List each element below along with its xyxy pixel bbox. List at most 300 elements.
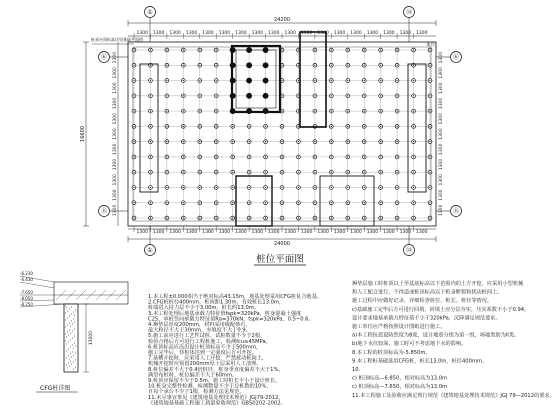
pile-center [429,156,430,157]
pile-center [133,49,134,50]
bay-dim-left: 1300 [113,67,118,79]
pile-center [314,49,315,50]
bay-dim-left: 1300 [113,158,118,171]
notes-left-line: 3.本工程处理后地基承载力特征值fspk=320kPa，桩身混凝土强度 [148,310,302,317]
pile-center [133,172,134,173]
concrete-dot [73,369,74,370]
pile-center [429,141,430,142]
pile-center [331,110,332,111]
bay-dim-top: 1300 [235,31,247,36]
pile-center [199,187,200,188]
concrete-dot [68,342,69,343]
pile-center [216,187,217,188]
axis-label-bottom-left: ① [147,247,153,254]
notes-right-line: 和人工配合进行，不得造成桩顶标高以下桩身断裂和扰动桩间土。 [352,289,503,296]
pile-center [397,141,398,142]
pile-marker [263,63,268,68]
pile-center [429,202,430,203]
concrete-dot [72,324,73,325]
bay-dim-top: 1300 [399,31,412,36]
pile-center [166,172,167,173]
pile-center [199,202,200,203]
pile-center [281,80,282,81]
pile-center [216,126,217,127]
pile-marker [263,93,268,98]
pile-center [314,187,315,188]
concrete-dot [75,353,76,354]
bay-dim-left: 1300 [113,113,118,125]
pile-center [232,141,233,142]
notes-right-line: c)基础施工完毕后方可进行回填，回填土应分层夯实，压实系数不小于0.94， [352,306,530,313]
pile-center [397,95,398,96]
bay-dim-right: 1300 [439,67,444,79]
pile-marker [247,78,252,83]
pile-center [133,156,134,157]
notes-left-line: 7.基槽开挖时，应采用人工开挖，严禁扰动桩间土， [148,355,268,362]
bay-dim-bottom: 1300 [300,230,313,235]
pile-center [347,156,348,157]
pile-center [216,95,217,96]
pile-center [413,65,414,66]
pile-center [133,126,134,127]
pile-center [150,80,151,81]
bay-dim-left: 1300 [113,97,118,110]
pile-center [183,141,184,142]
pile-center [150,126,151,127]
notes-right-line: a)本工程抗震设防烈度为8度，设计地震分组为第一组，场地类别为II类。 [352,332,520,339]
pile-center [232,126,233,127]
concrete-dot [74,343,75,344]
pile-center [166,80,167,81]
pile-center [413,126,414,127]
pile-center [380,156,381,157]
bay-dim-bottom: 1300 [383,230,395,235]
pile-center [199,141,200,142]
concrete-dot [75,310,76,311]
pile-marker [263,78,268,83]
bay-dim-bottom: 1300 [284,230,296,235]
pile-center [166,141,167,142]
elevation-3: -7.650 [20,290,33,295]
notes-left-line: 4.褥垫层厚度200mm，材料采用级配砂石， [148,322,251,328]
pile-center [380,95,381,96]
pile-center [216,80,217,81]
pile-center [298,172,299,173]
pile-center [314,217,315,218]
notes-left-line: 9.桩顶应保留不少于0.5m，施工时桩长不小于设计桩长。 [148,378,281,384]
pile-center [199,95,200,96]
pile-center [347,202,348,203]
bay-dim-right: 1300 [439,97,444,110]
pile-center [183,110,184,111]
pile-center [413,202,414,203]
pile-center [429,65,430,66]
bay-dim-bottom: 1300 [169,230,181,235]
pile-center [199,126,200,127]
pile-center [314,202,315,203]
pile-center [166,202,167,203]
pile-center [298,156,299,157]
pile-center [281,187,282,188]
concrete-dot [73,355,74,356]
plan-title: 桩位平面图 [256,254,304,265]
pile-center [364,110,365,111]
pile-center [347,65,348,66]
concrete-dot [68,363,69,364]
concrete-dot [65,306,66,307]
pile-center [298,141,299,142]
pile-center [380,141,381,142]
pile-center [216,49,217,50]
notes-left-line: C25，单桩竖向承载力特征值Ra=370kN，fspk=320kPa，0.5~0.6。 [148,316,314,323]
notes-right-line: 施工单位应严格按照设计图纸进行施工。 [352,324,446,330]
notes-right-line: 9.本工程桩基础选用CFG桩，桩长13.0m，桩径400mm。 [352,358,488,365]
pile-center [429,187,430,188]
concrete-dot [68,349,69,350]
pile-center [150,65,151,66]
pile-center [397,110,398,111]
pile-center [397,65,398,66]
pile-center [331,141,332,142]
concrete-dot [65,320,66,321]
bay-dim-right: 1300 [439,82,444,94]
pile-center [249,217,250,218]
bay-dim-right: 1300 [439,113,444,125]
pile-center [397,217,398,218]
pile-center [232,172,233,173]
pile-center [347,95,348,96]
notes-left-line: 2.CFG桩桩径400mm，桩间距1.30m，有效桩长13.0m， [148,299,285,306]
pile-center [397,49,398,50]
pile-center [232,187,233,188]
pile-center [249,187,250,188]
concrete-dot [74,315,75,316]
notes-right-line: 施工过程中应做好记录，详细检查桩位、桩长、桩径等情况。 [352,298,493,305]
pile-center [298,80,299,81]
concrete-dot [66,344,67,345]
notes-left-line: 5.施工前应进行工艺性试桩，试桩数量不少于2根， [148,333,266,340]
pile-center [199,80,200,81]
bay-dim-bottom: 1300 [333,230,346,235]
pile-center [281,65,282,66]
axis-label-top-right: ⑭ [405,9,413,16]
notes-left-line: 最大粒径不大于30mm，夯填度不大于0.9。 [148,327,251,334]
bay-dim-right: 1300 [439,174,444,186]
pile-center [281,156,282,157]
pile-center [166,187,167,188]
pile-center [298,110,299,111]
concrete-dot [71,357,72,358]
bay-dim-bottom: 1300 [235,230,247,235]
notes-right-line: c) 桩顶标高—6.850，相对标高为13.0m [352,375,448,382]
pile-center [249,126,250,127]
pile-center [150,172,151,173]
pile-center [331,65,332,66]
pile-center [331,187,332,188]
pile-center [150,141,151,142]
pile-center [133,141,134,142]
pile-center [298,65,299,66]
pile-center [364,202,365,203]
pile-center [249,141,250,142]
pile-center [265,187,266,188]
pile-center [397,126,398,127]
pile-center [281,141,282,142]
pile-center [364,65,365,66]
notes-left-line: 桩端进入持力层不小于3.00m，桩长约13.0m。 [148,305,260,312]
bay-dim-right: 1300 [439,204,444,217]
pile-center [281,172,282,173]
pile-center [331,202,332,203]
pile-center [298,217,299,218]
concrete-dot [65,334,66,335]
bay-dim-left: 1300 [113,204,118,217]
concrete-dot [74,329,75,330]
pile-center [133,80,134,81]
pile-center [429,110,430,111]
pile-center [199,172,200,173]
pile-center [166,156,167,157]
pile-center [413,172,414,173]
pile-center [183,172,184,173]
bay-dim-right: 1300 [439,128,444,140]
pile-center [183,187,184,188]
pile-center [249,172,250,173]
overall-dim-left: 16600 [80,126,86,142]
pile-center [265,156,266,157]
bay-dim-bottom: 1300 [268,230,280,235]
pile-center [380,172,381,173]
bay-dim-top: 1300 [185,31,198,36]
pile-center [249,156,250,157]
concrete-dot [67,332,68,333]
concrete-dot [65,313,66,314]
concrete-dot [71,364,72,365]
concrete-dot [66,365,67,366]
concrete-dot [70,361,71,362]
pile-center [199,110,200,111]
concrete-dot [70,347,71,348]
notes-left-line: 机械开挖时应预留200mm厚土层采用人工清理。 [148,361,262,368]
axis-label-right-top: Ⓚ [452,54,460,61]
pile-center [265,172,266,173]
pile-center [347,80,348,81]
pile-marker [247,93,252,98]
pile-center [298,187,299,188]
pile-center [265,126,266,127]
bay-dim-top: 1300 [317,31,329,36]
pile-center [150,95,151,96]
notes-left-line: 10.桩身完整性检测，检测数量不少于总桩数的10%， [148,383,272,390]
pile-center [331,49,332,50]
pile-center [281,95,282,96]
axis-label-top-left: ① [147,9,153,16]
pile-center [281,49,282,50]
pile-center [133,95,134,96]
pile-center [413,95,414,96]
concrete-dot [70,333,71,334]
pile-center [298,49,299,50]
pile-center [314,156,315,157]
pile-center [413,187,414,188]
pile-center [265,202,266,203]
concrete-dot [75,367,76,368]
bay-dim-top: 1300 [383,31,395,36]
notes-left-line: 1.本工程±0.000相当于绝对标高43.15m，地基处理采用CFG桩复合地基。 [148,294,322,300]
concrete-dot [69,366,70,367]
notes-left-line: 《建筑地基基础工程施工质量验收规范》GB50202-2002。 [148,400,286,407]
bay-dim-bottom: 1300 [251,230,264,235]
pile-center [199,49,200,50]
pile-center [413,110,414,111]
pile-center [298,95,299,96]
pile-center [380,80,381,81]
concrete-dot [66,351,67,352]
concrete-dot [66,337,67,338]
pile-center [380,187,381,188]
axis-label-left-top: Ⓚ [100,54,108,61]
bay-dim-bottom: 1300 [317,230,329,235]
notes-left-line: 且每个承台不少于1根，检测方法见规范。 [148,389,245,396]
pile-center [183,217,184,218]
pile-center [183,65,184,66]
notes-left-line: 11.未尽事宜参见《建筑地基处理技术规范》JGJ79-2012， [148,394,284,401]
pile-center [331,156,332,157]
concrete-dot [65,341,66,342]
concrete-dot [69,323,70,324]
pile-center [183,95,184,96]
pile-center [397,156,398,157]
concrete-dot [72,352,73,353]
notes-right-line: 褥垫层施工时桩顶以上至基底标高以下范围内的土方开挖，应采用小型机械 [352,281,524,287]
pile-center [133,110,134,111]
concrete-dot [66,308,67,309]
pile-center [166,49,167,50]
concrete-dot [71,321,72,322]
pile-center [380,110,381,111]
pile-center [216,65,217,66]
pile-center [249,202,250,203]
pile-center [216,217,217,218]
concrete-dot [73,312,74,313]
bay-dim-right: 1300 [439,158,444,171]
concrete-dot [67,318,68,319]
axis-label-left-bottom: Ⓑ [100,208,108,215]
pile-center [216,110,217,111]
pile-center [133,65,134,66]
bay-dim-bottom: 1300 [416,230,428,235]
pile-center [429,80,430,81]
pile-center [380,49,381,50]
concrete-dot [68,335,69,336]
pile-center [183,126,184,127]
pile-center [314,95,315,96]
plan-leader-note: 桩承台顶标高详见基础平面图 [91,37,143,42]
pile-center [281,202,282,203]
bay-dim-bottom: 1300 [350,230,362,235]
concrete-dot [70,340,71,341]
pile-center [429,126,430,127]
pile-center [133,217,134,218]
overall-dim-bottom: 24000 [274,241,290,247]
pile-center [133,202,134,203]
concrete-dot [75,346,76,347]
pile-center [413,49,414,50]
elevation-5: -8.250 [20,302,33,307]
pile-center [380,202,381,203]
pile-center [150,156,151,157]
pile-center [331,126,332,127]
pile-center [380,126,381,127]
pile-center [331,95,332,96]
pile-center [216,172,217,173]
pile-center [380,217,381,218]
pile-center [281,110,282,111]
axis-label-bottom-right: ⑭ [405,247,413,254]
pile-center [150,110,151,111]
pile-center [397,80,398,81]
pile-center [397,172,398,173]
pile-length: 13000 [89,330,94,346]
pile-center [347,187,348,188]
notes-left-line: 施工完毕后，待桩体达到一定强度后方可开挖。 [148,350,257,356]
pile-center [347,126,348,127]
concrete-dot [69,359,70,360]
pile-center [199,217,200,218]
plan-right-tag: 承台 [426,43,435,48]
pile-center [314,172,315,173]
notes-left-line: 8.桩位偏差不大于0.4倍桩径，桩身垂直度偏差不大于1%， [148,366,284,373]
concrete-dot [67,311,68,312]
notes-left-line: 6.桩顶标高应高出设计桩顶标高不少于500mm， [148,344,262,351]
concrete-dot [70,354,71,355]
bay-dim-top: 1300 [284,31,296,36]
concrete-dot [69,309,70,310]
pile-center [232,156,233,157]
notes-right-line: 8.本工程的桩顶标高为-5.850m。 [352,349,431,356]
concrete-dot [67,325,68,326]
pile-center [413,217,414,218]
bay-dim-top: 1300 [251,31,264,36]
notes-right-line: 设计要求地基承载力特征值不小于320kPa，沉降满足规范要求。 [352,315,501,322]
pile-center [183,202,184,203]
pile-center [364,217,365,218]
bay-dim-top: 1300 [169,31,181,36]
bay-dim-top: 1300 [152,31,165,36]
pile-center [166,126,167,127]
bay-dim-top: 1300 [366,31,379,36]
pile-center [347,217,348,218]
concrete-dot [75,360,76,361]
pile-center [216,156,217,157]
notes-right-line: 11.本工程施工及验收应满足现行规范《建筑地基处理技术规范》JGJ 79—2012的要求。 [352,392,555,399]
concrete-dot [69,330,70,331]
bay-dim-top: 1300 [202,31,214,36]
concrete-dot [69,316,70,317]
bay-dim-left: 1300 [113,51,118,64]
pile-center [314,80,315,81]
pile-center [364,187,365,188]
pile-center [314,65,315,66]
pile-center [314,110,315,111]
pile-center [364,172,365,173]
notes-left-line: 检验合格后方可进行工程桩施工，检测fcu≥45MPa。 [148,338,271,345]
bay-dim-top: 1300 [416,31,428,36]
pile-marker [247,63,252,68]
bay-dim-left: 1300 [113,82,118,94]
pile-center [166,217,167,218]
bay-dim-left: 1300 [113,189,118,201]
